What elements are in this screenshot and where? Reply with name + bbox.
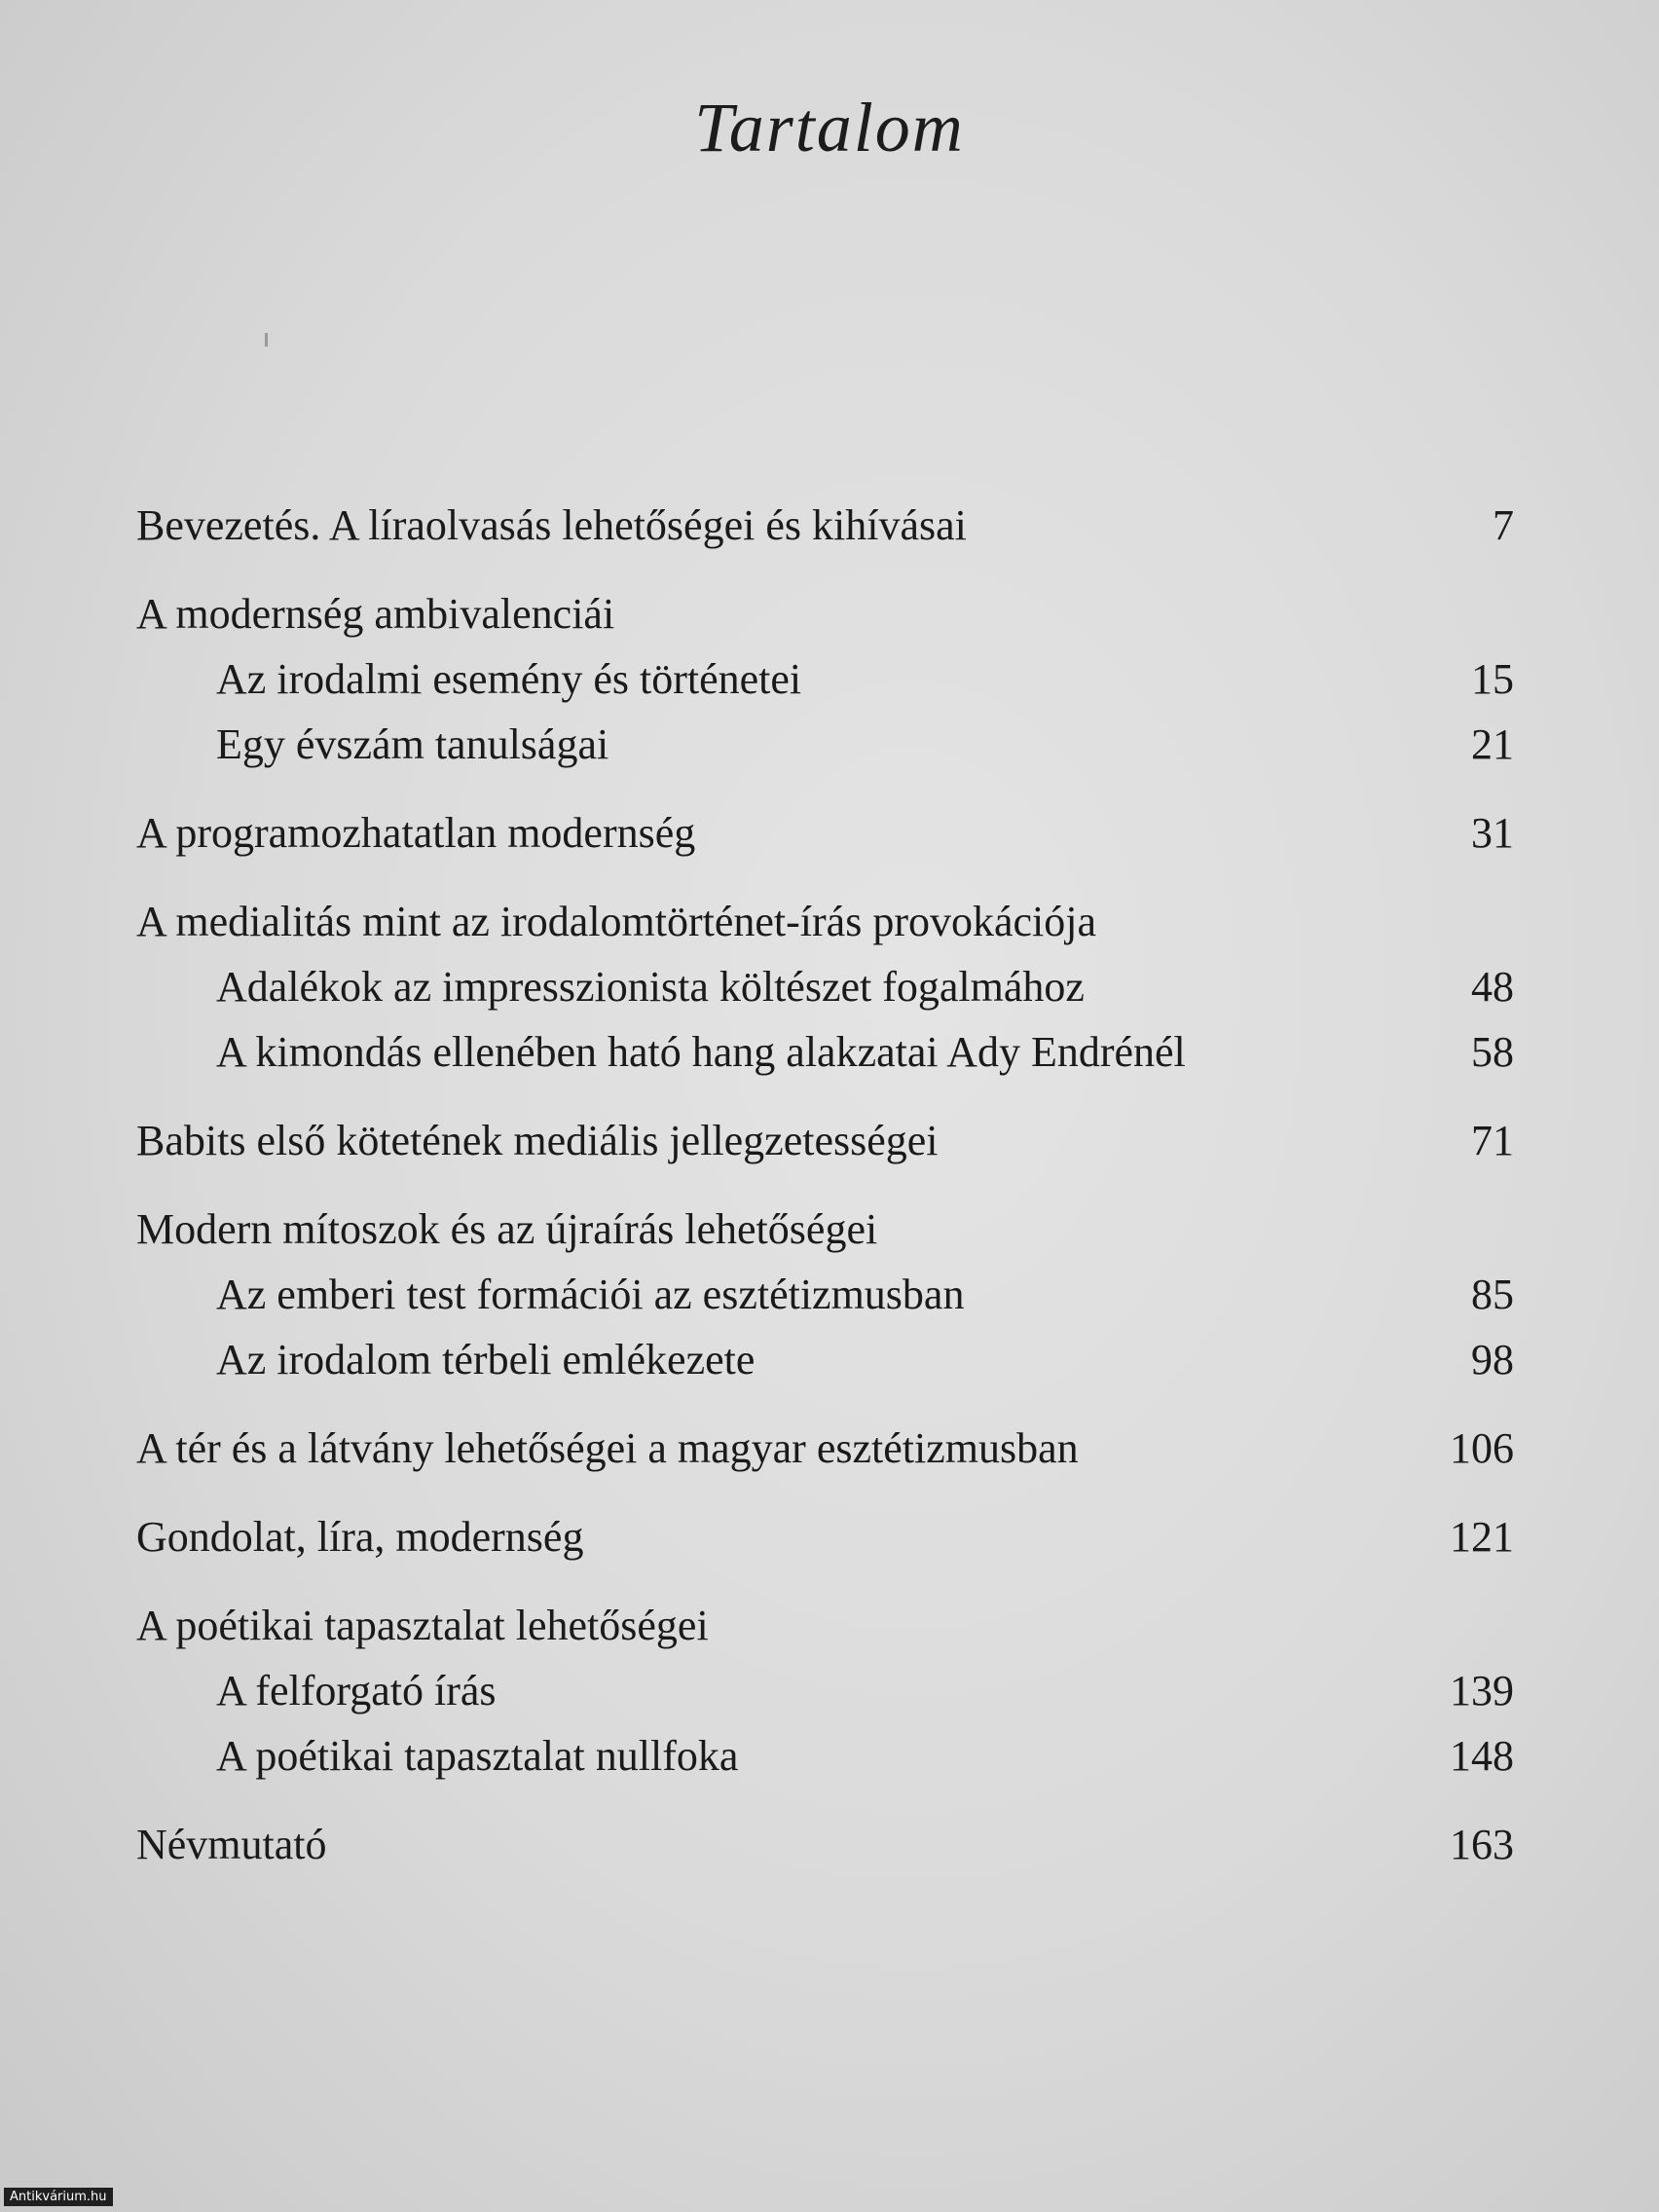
toc-page-number: 121 — [1450, 1513, 1514, 1561]
toc-entry — [136, 1416, 1514, 1481]
toc-page-number: 163 — [1450, 1821, 1514, 1868]
toc-subentry — [136, 712, 1514, 777]
toc-subentry-title: Az irodalmi esemény és történetei — [216, 655, 802, 703]
toc-subentry-title: Az irodalom térbeli emlékezete — [216, 1336, 756, 1383]
toc-entry — [136, 1812, 1514, 1877]
toc-entry-title: Gondolat, líra, modernség — [136, 1513, 584, 1561]
toc-entry-title: Névmutató — [136, 1821, 327, 1868]
toc-subentry — [136, 1327, 1514, 1392]
toc-subentry — [136, 1019, 1514, 1085]
toc-page-number: 139 — [1450, 1667, 1514, 1714]
toc-entry — [136, 493, 1514, 558]
toc-page-number: 48 — [1471, 963, 1514, 1011]
page-title: Tartalom — [694, 89, 965, 166]
toc-page-number: 71 — [1471, 1117, 1514, 1164]
toc-subentry-title: Adalékok az impresszionista költészet fogalmához — [216, 963, 1085, 1011]
toc-entry — [136, 581, 1514, 646]
toc-subentry — [136, 646, 1514, 712]
toc-entry-title: A programozhatatlan modernség — [136, 809, 696, 857]
toc-subentry-title: Az emberi test formációi az esztétizmusban — [216, 1271, 965, 1318]
toc-page-number: 58 — [1471, 1028, 1514, 1076]
toc-entry-title: Modern mítoszok és az újraírás lehetőségei — [136, 1205, 878, 1253]
toc-entry — [136, 1108, 1514, 1173]
toc-page-number: 31 — [1471, 809, 1514, 857]
toc-subentry-title: A kimondás ellenében ható hang alakzatai Ady Endrénél — [216, 1028, 1186, 1076]
toc-entry-title: A medialitás mint az irodalomtörténet-írás provokációja — [136, 898, 1097, 945]
toc-subentry — [136, 1723, 1514, 1788]
toc-group — [136, 581, 1514, 777]
toc-entry — [136, 1504, 1514, 1569]
toc-subentry — [136, 1262, 1514, 1327]
toc-page-number: 148 — [1450, 1732, 1514, 1780]
toc-subentry — [136, 954, 1514, 1019]
toc-page-number: 21 — [1471, 720, 1514, 768]
toc-entry-title: Babits első kötetének mediális jellegzetességei — [136, 1117, 939, 1164]
toc-entry — [136, 889, 1514, 954]
toc-entry-title: Bevezetés. A líraolvasás lehetőségei és kihívásai — [136, 501, 967, 549]
toc-subentry-title: A poétikai tapasztalat nullfoka — [216, 1732, 739, 1780]
toc-entry — [136, 1593, 1514, 1658]
toc-group — [136, 1108, 1514, 1173]
toc-group — [136, 493, 1514, 558]
toc-group — [136, 1504, 1514, 1569]
toc-page-number: 106 — [1450, 1424, 1514, 1472]
toc-entry-title: A poétikai tapasztalat lehetőségei — [136, 1602, 709, 1649]
toc-page-number: 85 — [1471, 1271, 1514, 1318]
toc-group — [136, 889, 1514, 1085]
toc-group — [136, 1416, 1514, 1481]
toc-group — [136, 1812, 1514, 1877]
toc-group — [136, 800, 1514, 866]
toc-subentry-title: A felforgató írás — [216, 1667, 497, 1714]
toc-entry — [136, 800, 1514, 866]
table-of-contents — [136, 493, 1514, 1900]
toc-page-number: 98 — [1471, 1336, 1514, 1383]
toc-group — [136, 1197, 1514, 1392]
toc-entry-title: A tér és a látvány lehetőségei a magyar esztétizmusban — [136, 1424, 1079, 1472]
paper-speck — [265, 333, 268, 347]
toc-entry-title: A modernség ambivalenciái — [136, 590, 615, 638]
toc-page-number: 15 — [1471, 655, 1514, 703]
toc-subentry — [136, 1658, 1514, 1723]
watermark: Antikvárium.hu — [4, 2188, 113, 2206]
toc-entry — [136, 1197, 1514, 1262]
toc-group — [136, 1593, 1514, 1788]
toc-page-number: 7 — [1493, 501, 1514, 549]
toc-subentry-title: Egy évszám tanulságai — [216, 720, 609, 768]
